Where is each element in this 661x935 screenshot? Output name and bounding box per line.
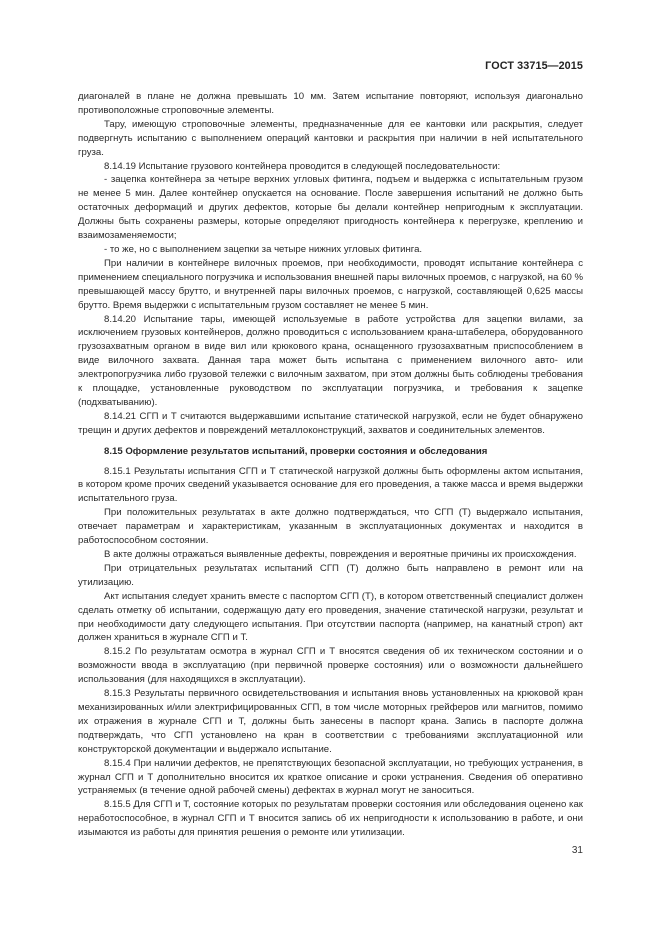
paragraph: 8.15.2 По результатам осмотра в журнал СГП и Т вносятся сведения об их техническом состоянии и о возможности ввода в эксплуатацию (при первичной проверке состояния) или о возможности дальнейшего использования (для находящихся в эксплуатации). bbox=[78, 646, 583, 686]
paragraph: 8.14.21 СГП и Т считаются выдержавшими испытание статической нагрузкой, если не будет обнаружено трещин и других дефектов и повреждений металлоконструкций, захватов и соединительных элементов. bbox=[78, 410, 583, 436]
section-heading: 8.15 Оформление результатов испытаний, проверки состояния и обследования bbox=[104, 445, 488, 457]
paragraph: диагоналей в плане не должна превышать 10 мм. Затем испытание повторяют, используя диагонально противоположные строповочные элементы. bbox=[78, 91, 583, 116]
paragraph: В акте должны отражаться выявленные дефекты, повреждения и вероятные причины их происхождения. bbox=[104, 549, 577, 560]
list-item: - зацепка контейнера за четыре верхних угловых фитинга, подъем и выдержка с испытательным грузом не менее 5 мин. Далее контейнер опускается на основание. После завершения испытаний не должно быть остаточных деформаций и других дефектов, которые бы делали контейнер непригодным к эксплуатации. Должны быть сохранены размеры, которые определяют пригодность контейнера к перегрузке, креплению и взаимозаменяемости; bbox=[78, 174, 583, 242]
paragraph: 8.15.1 Результаты испытания СГП и Т статической нагрузкой должны быть оформлены актом испытания, в котором кроме прочих сведений указывается основание для его проведения, а также масса и время выдержки испытательного груза. bbox=[78, 465, 583, 505]
paragraph: 8.15.3 Результаты первичного освидетельствования и испытания вновь установленных на крюковой кран механизированных и/или электрифицированных СГП, в том числе моторных грейферов или магнитов, помимо их отражения в журнале СГП и Т, должны быть занесены в паспорт крана. Запись в паспорте должна подтверждать, что СГП установлено на кран в соответствии с требованиями эксплуатационной или конструкторской документации и выдержало испытание. bbox=[78, 688, 583, 755]
paragraph: Акт испытания следует хранить вместе с паспортом СГП (Т), в котором ответственный специалист должен сделать отметку об испытании, содержащую дату его проведения, значение статической нагрузки, результат и при необходимости дату следующего испытания. При отсутствии паспорта (например, на канатный строп) акт должен храниться в журнале СГП и Т. bbox=[78, 590, 583, 644]
document-code: ГОСТ 33715—2015 bbox=[485, 60, 583, 72]
paragraph: Тару, имеющую строповочные элементы, предназначенные для ее кантовки или раскрытия, следует подвергнуть испытанию с выполнением операций кантовки и раскрытия при наличии в ней испытательного груза. bbox=[78, 118, 583, 158]
paragraph: При положительных результатах в акте должно подтверждаться, что СГП (Т) выдержало испытания, отвечает параметрам и характеристикам, указанным в эксплуатационных документах и находится в работоспособном состоянии. bbox=[78, 507, 583, 547]
paragraph: 8.15.5 Для СГП и Т, состояние которых по результатам проверки состояния или обследования оценено как неработоспособное, в журнал СГП и Т вносится запись об их непригодности к использованию в работе, и они изымаются из работы для принятия решения о ремонте или утилизации. bbox=[78, 799, 583, 839]
paragraph: 8.14.20 Испытание тары, имеющей используемые в работе устройства для зацепки вилами, за исключением грузовых контейнеров, должно проводиться с использованием крана-штабелера, оборудованного грузозахватным органом в виде вил или крюкового крана, оснащенного грузозахватным приспособлением в виде вилочного захвата. Данная тара может быть испытана с применением вилочного авто- или электропогрузчика либо грузовой тележки с вилочным захватом, при этом должны быть соблюдены требования к площадке, установленные руководством по эксплуатации погрузчика, и требования к зацепке (подхватыванию). bbox=[78, 313, 583, 408]
paragraph: 8.14.19 Испытание грузового контейнера проводится в следующей последовательности: bbox=[104, 160, 501, 172]
page-body bbox=[78, 90, 583, 840]
paragraph: При наличии в контейнере вилочных проемов, при необходимости, проводят испытание контейнера с применением специального погрузчика и использования внешней пары вилочных проемов, с нагрузкой, на 60 % превышающей массу брутто, и внутренней пары вилочных проемов, с нагрузкой, составляющей 0,625 массы брутто. Время выдержки с испытательным грузом составляет не менее 5 мин. bbox=[78, 257, 583, 311]
paragraph: 8.15.4 При наличии дефектов, не препятствующих безопасной эксплуатации, но требующих устранения, в журнал СГП и Т дополнительно вносится их краткое описание и сроки устранения. Сведения об оперативно устраняемых (в течение одной рабочей смены) дефектах в журнал могут не заноситься. bbox=[78, 757, 583, 797]
list-item: - то же, но с выполнением зацепки за четыре нижних угловых фитинга. bbox=[104, 243, 423, 255]
paragraph: При отрицательных результатах испытаний СГП (Т) должно быть направлено в ремонт или на утилизацию. bbox=[78, 562, 583, 588]
page-number: 31 bbox=[571, 845, 583, 856]
